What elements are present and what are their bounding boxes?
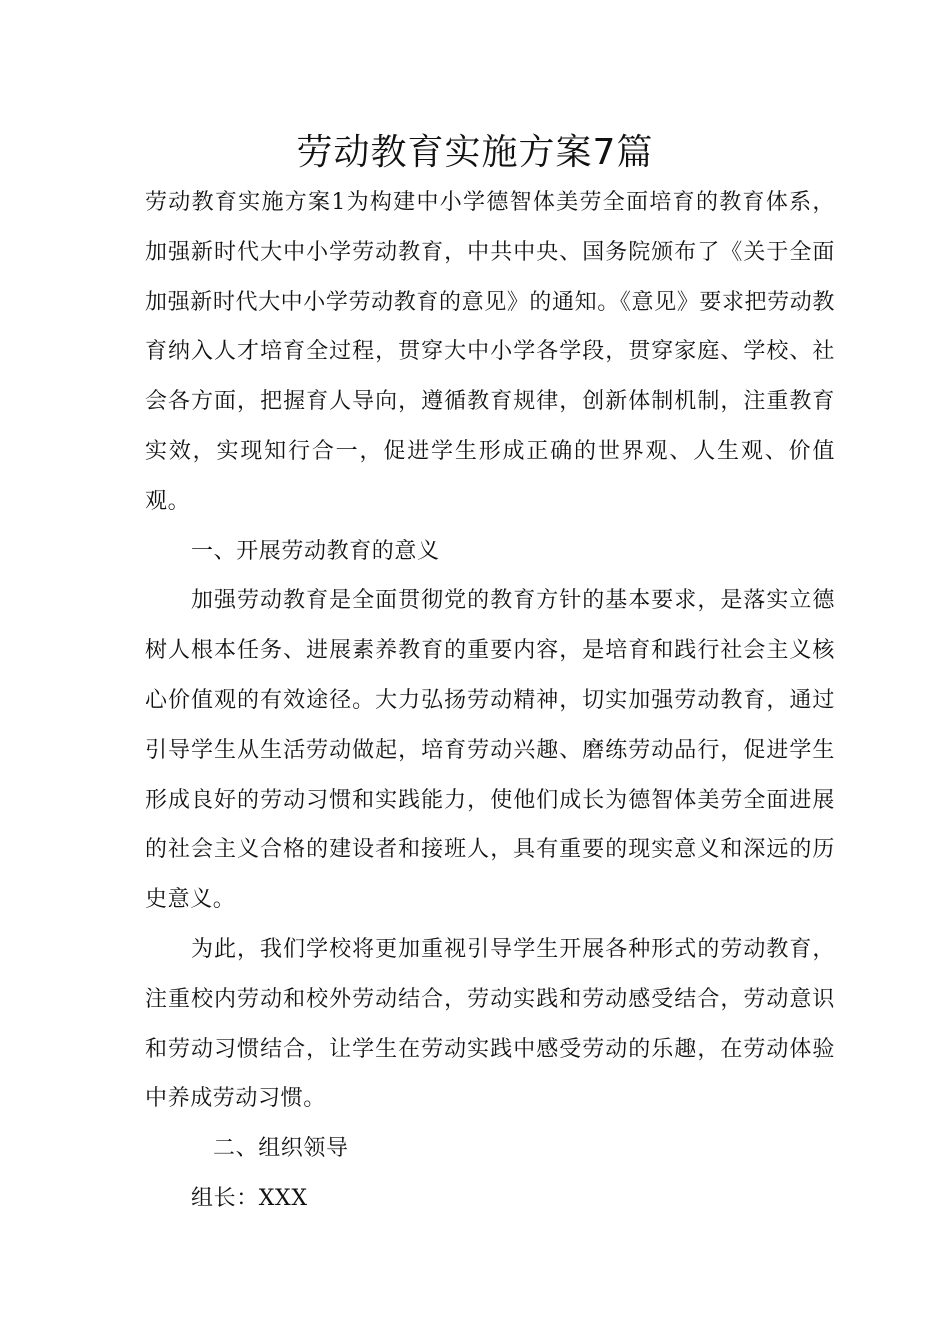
school-plan-paragraph: 为此，我们学校将更加重视引导学生开展各种形式的劳动教育，注重校内劳动和校外劳动结合，劳动实践和劳动感受结合，劳动意识和劳动习惯结合，让学生在劳动实践中感受劳动的乐趣，在劳动体验中养成劳动习惯。: [145, 936, 835, 1112]
leader-line: 组长：XXX: [191, 1185, 308, 1211]
document-body: [145, 178, 835, 1224]
section-heading-leadership: 二、组织领导: [213, 1136, 349, 1162]
section-heading-significance: 一、开展劳动教育的意义: [191, 538, 440, 564]
document-title: 劳动教育实施方案7篇: [296, 132, 654, 173]
significance-paragraph: 加强劳动教育是全面贯彻党的教育方针的基本要求，是落实立德树人根本任务、进展素养教育的重要内容，是培育和践行社会主义核心价值观的有效途径。大力弘扬劳动精神，切实加强劳动教育，通过引导学生从生活劳动做起，培育劳动兴趣、磨练劳动品行，促进学生形成良好的劳动习惯和实践能力，使他们成长为德智体美劳全面进展的社会主义合格的建设者和接班人，具有重要的现实意义和深远的历史意义。: [145, 588, 835, 913]
intro-paragraph: 劳动教育实施方案1为构建中小学德智体美劳全面培育的教育体系，加强新时代大中小学劳动教育，中共中央、国务院颁布了《关于全面加强新时代大中小学劳动教育的意见》的通知。《意见》要求把劳动教育纳入人才培育全过程，贯穿大中小学各学段，贯穿家庭、学校、社会各方面，把握育人导向，遵循教育规律，创新体制机制，注重教育实效，实现知行合一，促进学生形成正确的世界观、人生观、价值观。: [145, 190, 835, 514]
